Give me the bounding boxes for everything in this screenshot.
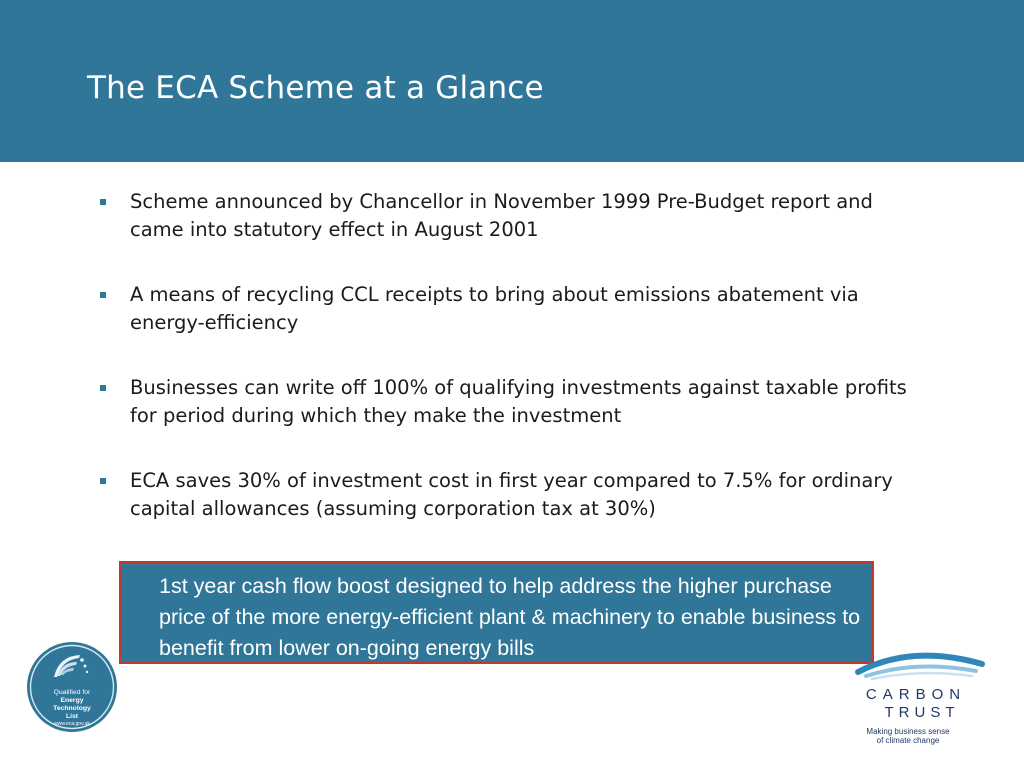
title-bar	[0, 0, 1024, 162]
square-bullet-icon	[100, 478, 106, 484]
logo-tagline-line-2: of climate change	[876, 736, 940, 745]
badge-line-3: Technology	[53, 705, 91, 712]
logo-tagline-line-1: Making business sense	[866, 727, 950, 736]
wave-icon	[858, 656, 982, 679]
bullet-text: Scheme announced by Chancellor in November 1999 Pre-Budget report and came into statutory effect in August 2001	[130, 190, 873, 241]
bullet-list	[96, 188, 916, 560]
badge-url: www.eca.gov.uk	[54, 721, 90, 727]
bullet-item	[96, 281, 916, 337]
square-bullet-icon	[100, 385, 106, 391]
logo-name-line-1: CARBON	[865, 686, 967, 703]
square-bullet-icon	[100, 292, 106, 298]
square-bullet-icon	[100, 199, 106, 205]
energy-technology-list-badge	[26, 640, 118, 734]
callout-text: 1st year cash flow boost designed to help address the higher purchase price of the more energy-efficient plant & machinery to enable business to benefit from lower on-going energy bills	[159, 574, 861, 660]
bullet-item	[96, 188, 916, 244]
badge-line-4: List	[65, 713, 79, 720]
badge-line-1: Qualified for	[53, 689, 91, 696]
bullet-text: ECA saves 30% of investment cost in first year compared to 7.5% for ordinary capital allowances (assuming corporation tax at 30%)	[130, 469, 893, 520]
bullet-text: Businesses can write off 100% of qualifying investments against taxable profits for period during which they make the investment	[130, 376, 907, 427]
bullet-item	[96, 467, 916, 523]
bullet-item	[96, 374, 916, 430]
callout-box	[119, 561, 874, 664]
bullet-text: A means of recycling CCL receipts to bring about emissions abatement via energy-efficiency	[130, 283, 859, 334]
badge-line-2: Energy	[60, 697, 84, 704]
slide-title: The ECA Scheme at a Glance	[87, 70, 544, 106]
logo-name-line-2: TRUST	[884, 704, 960, 721]
carbon-trust-logo	[836, 648, 996, 748]
